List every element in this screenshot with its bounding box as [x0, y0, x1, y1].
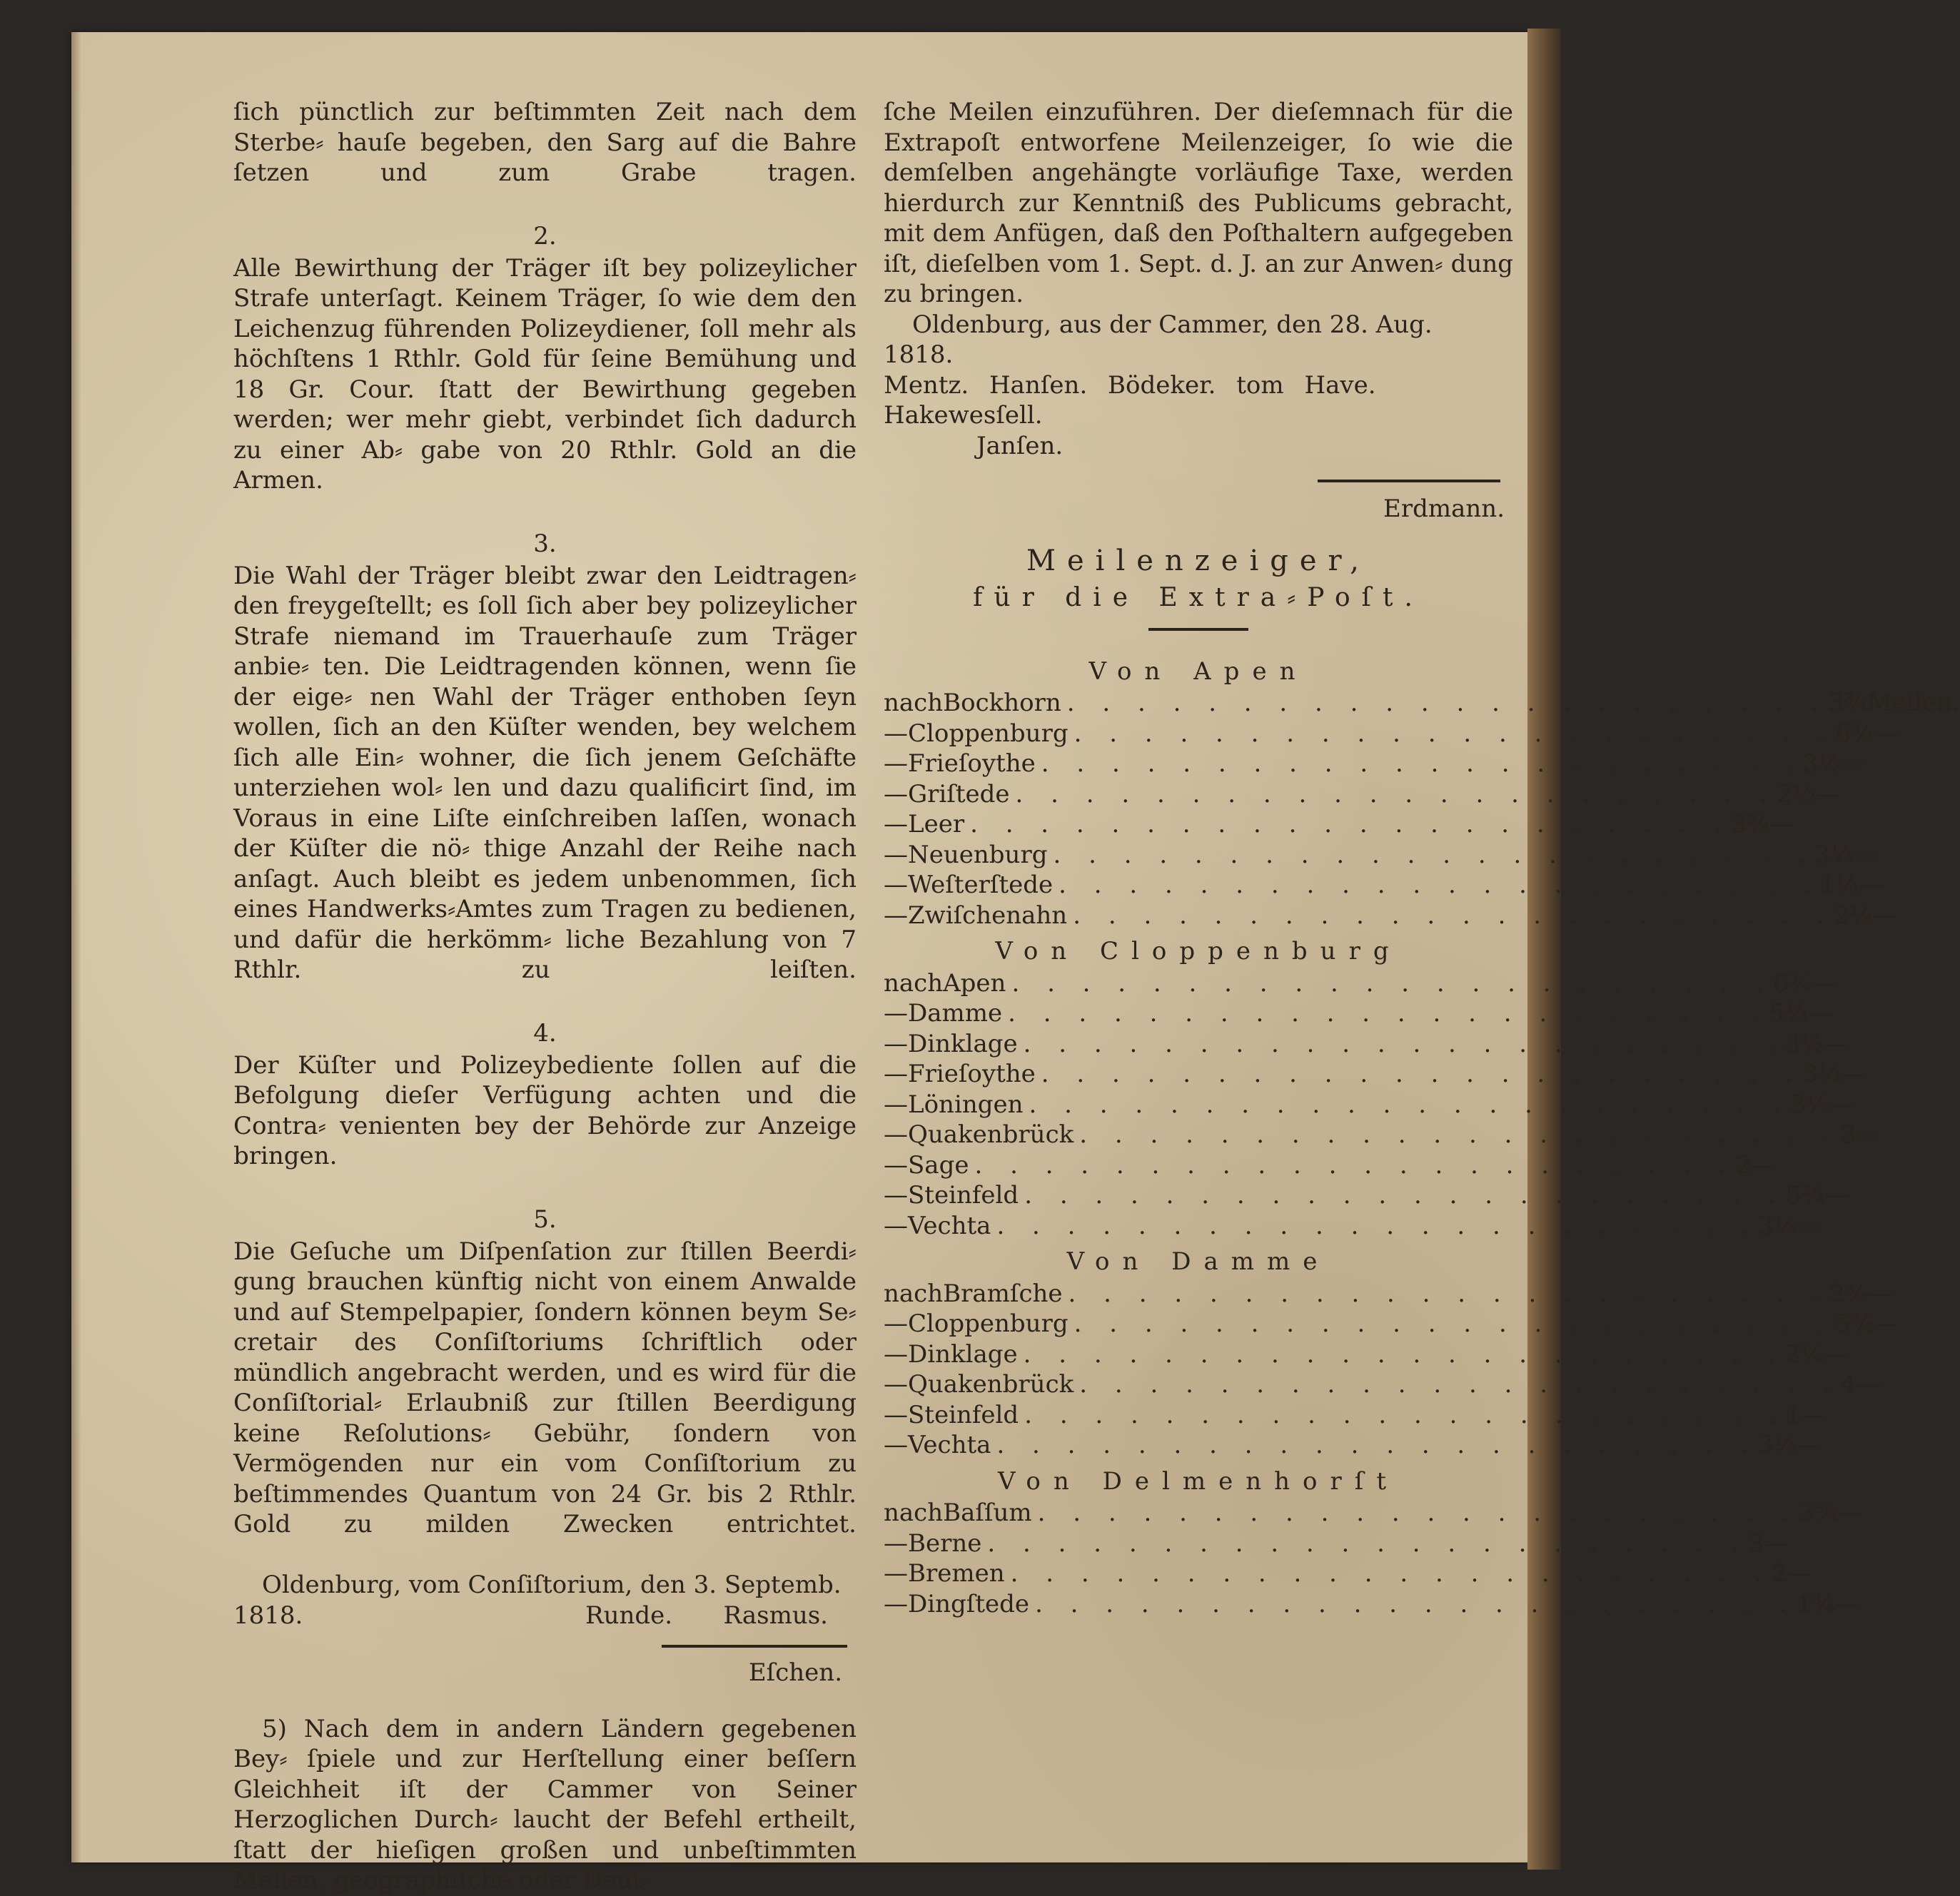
section-number-5: 5.	[533, 1205, 557, 1234]
leader-dots: . . . . . . . . . . . . . . . . . . . . . .	[974, 1150, 1737, 1180]
table-row	[884, 1279, 1893, 1309]
group-heading: Von Apen	[1088, 656, 1308, 686]
year: 1818.	[233, 1601, 303, 1630]
signers-cammer: Mentz. Hanſen. Bödeker. tom Have. Hakewesſell.	[884, 370, 1376, 430]
row-distance: 1¾	[1796, 1589, 1836, 1618]
signer-erdmann: Erdmann.	[1383, 495, 1505, 523]
leader-dots: . . . . . . . . . . . . . . . . . . . . . .	[1066, 689, 1829, 717]
table-row	[884, 1529, 1789, 1559]
signature-rule	[662, 1645, 847, 1648]
row-place: Neuenburg	[908, 840, 1048, 869]
leader-dots: . . . . . . . . . . . . . . . . . . . . . .	[1074, 1309, 1836, 1338]
row-place: Vechta	[908, 1431, 991, 1459]
table-row	[884, 779, 1840, 810]
leader-dots: . . . . . . . . . . . . . . . . . . . . . .	[1053, 840, 1815, 869]
table-title: Meilenzeiger,	[1026, 544, 1370, 577]
year-right: 1818.	[884, 340, 954, 369]
row-distance: 2¼	[1784, 1339, 1824, 1369]
title-rule	[1148, 628, 1248, 631]
signers-cammer-2: Janſen.	[976, 431, 1064, 460]
row-distance: 1¼	[1819, 871, 1859, 899]
leader-dots: . . . . . . . . . . . . . . . . . . . . . .	[1079, 1370, 1841, 1399]
table-row	[884, 1589, 1860, 1620]
row-prefix: —	[884, 1211, 908, 1240]
leader-dots: . . . . . . . . . . . . . . . . . . . . . .	[1008, 999, 1769, 1028]
group-heading: Von Damme	[1066, 1247, 1330, 1276]
row-prefix: —	[884, 871, 908, 899]
row-unit: —	[1824, 1181, 1849, 1210]
row-place: Baſſum	[943, 1499, 1032, 1527]
signature-line	[233, 1601, 857, 1631]
row-unit: —	[1856, 1120, 1881, 1149]
paragraph-intro: ſich pünctlich zur beſtimmten Zeit nach dem Sterbe⸗ hauſe begeben, den Sarg auf die Bahre ſetzen und zum Grabe tragen.	[233, 98, 857, 187]
row-unit: —	[1751, 1150, 1776, 1180]
table-row	[884, 1400, 1826, 1431]
row-place: Bramſche	[943, 1279, 1063, 1308]
row-place: Cloppenburg	[908, 1309, 1069, 1338]
row-unit: —	[1797, 1431, 1822, 1459]
row-place: Löningen	[908, 1090, 1024, 1119]
row-distance: 2½	[1777, 779, 1816, 808]
row-distance: 6¾	[1835, 719, 1874, 748]
row-prefix: nach	[884, 968, 944, 998]
dateline-consistory: Oldenburg, vom Conſiſtorium, den 3. Septemb.	[262, 1571, 842, 1599]
row-unit: —	[1812, 968, 1837, 998]
page-left-shadow	[71, 32, 81, 1862]
row-prefix: —	[884, 1529, 908, 1558]
table-row	[884, 1430, 1822, 1461]
table-row	[884, 998, 1833, 1029]
row-unit: —	[1856, 1370, 1881, 1399]
row-unit: —	[1829, 1090, 1854, 1119]
table-row	[884, 1150, 1776, 1181]
row-place: Steinfeld	[908, 1400, 1019, 1429]
row-place: Dinklage	[908, 1029, 1018, 1058]
table-row	[884, 1498, 1862, 1529]
paragraph-continuation: ſche Meilen einzuführen. Der dieſemnach für die Extrapoſt entworfene Meilenzeiger, ſo wie die demſelben angehängte vorläufige Taxe, werden hierdurch zur Kenntniß des Publicums gebracht, mit dem Anfügen, daß den Poſthaltern aufgegeben iſt, dieſelben vom 1. Sept. d. J. an zur Anwen⸗ dung zu bringen.	[884, 98, 1513, 308]
row-distance: 2¼	[1834, 901, 1874, 930]
row-prefix: —	[884, 999, 908, 1028]
row-prefix: nach	[884, 1499, 944, 1527]
row-prefix: —	[884, 1339, 908, 1369]
section-number-3: 3.	[533, 529, 557, 558]
row-distance: 3¼	[1802, 1060, 1842, 1088]
row-place: Sage	[908, 1150, 969, 1180]
row-prefix: —	[884, 1029, 908, 1058]
table-row	[884, 870, 1884, 901]
row-unit: —	[1868, 1279, 1893, 1308]
row-unit: —	[1824, 1029, 1848, 1058]
table-row	[884, 840, 1878, 871]
row-unit: —	[1815, 779, 1840, 808]
leader-dots: . . . . . . . . . . . . . . . . . . . . . .	[996, 1431, 1759, 1459]
row-unit: —	[1838, 1499, 1862, 1527]
row-place: Weſterſtede	[908, 871, 1054, 899]
leader-dots: . . . . . . . . . . . . . . . . . . . . . .	[1037, 1499, 1799, 1527]
row-prefix: —	[884, 1120, 908, 1149]
row-prefix: —	[884, 810, 908, 838]
table-row	[884, 1059, 1866, 1090]
row-prefix: —	[884, 1181, 908, 1210]
table-row	[884, 1090, 1854, 1120]
row-unit: —	[1859, 871, 1884, 899]
row-prefix: —	[884, 1589, 908, 1618]
row-place: Dinklage	[908, 1339, 1018, 1369]
leader-dots: . . . . . . . . . . . . . . . . . . . . . .	[987, 1529, 1749, 1558]
row-unit: —	[1764, 1529, 1789, 1558]
row-distance: 4	[1840, 1370, 1857, 1399]
leader-dots: . . . . . . . . . . . . . . . . . . . . . .	[1023, 1339, 1785, 1369]
section-number-4: 4.	[533, 1019, 557, 1048]
row-place: Griſtede	[908, 779, 1010, 808]
row-unit: —	[1874, 1309, 1899, 1338]
leader-dots: . . . . . . . . . . . . . . . . . . . . . .	[1024, 1181, 1786, 1210]
row-distance: 3¾	[1828, 689, 1868, 717]
leader-dots: . . . . . . . . . . . . . . . . . . . . . .	[1035, 1589, 1797, 1618]
row-distance: 2	[1736, 1150, 1752, 1180]
row-place: Cloppenburg	[908, 719, 1069, 748]
row-unit: —	[1853, 840, 1878, 869]
table-row	[884, 688, 1960, 719]
table-row	[884, 749, 1866, 779]
row-distance: 3	[1840, 1120, 1857, 1149]
paragraph-5: Die Geſuche um Diſpenſation zur ſtillen Beerdi⸗ gung brauchen künftig nicht von einem Anwalde und auf Stempelpapier, ſondern können beym Se⸗ cretair des Conſiſtoriums ſchriftlich oder mündlich angebracht werden, und es wird für die Conſiſtorial⸗ Erlaubniß zur ſtillen Beerdigung keine Reſolutions⸗ Gebühr, ſondern von Vermögenden nur ein vom Conſiſtorium zu beſtimmendes Quantum von 24 Gr. bis 2 Rthlr. Gold zu milden Zwecken entrichtet.	[233, 1237, 857, 1538]
row-unit: —	[1770, 810, 1795, 838]
row-prefix: —	[884, 840, 908, 869]
row-place: Apen	[943, 968, 1006, 998]
signer-rasmus: Rasmus.	[723, 1601, 828, 1630]
row-prefix: —	[884, 1431, 908, 1459]
leader-dots: . . . . . . . . . . . . . . . . . . . . . .	[1079, 1120, 1841, 1149]
row-distance: 5¾	[1785, 1181, 1825, 1210]
distance-table	[884, 656, 1960, 1620]
row-place: Quakenbrück	[908, 1120, 1074, 1149]
row-prefix: —	[884, 1060, 908, 1088]
table-row	[884, 1029, 1848, 1060]
table-row	[884, 1180, 1849, 1211]
row-unit: —	[1842, 749, 1866, 778]
row-prefix: nach	[884, 689, 944, 717]
leader-dots: . . . . . . . . . . . . . . . . . . . . . .	[1041, 749, 1803, 778]
row-place: Quakenbrück	[908, 1370, 1074, 1399]
row-distance: 2	[1772, 1559, 1787, 1588]
row-place: Leer	[908, 810, 965, 838]
cammer-rule	[1318, 480, 1500, 482]
row-prefix: —	[884, 779, 908, 808]
table-row	[884, 1369, 1881, 1400]
row-unit: —	[1797, 1211, 1822, 1240]
row-distance: 3¾	[1731, 810, 1771, 838]
row-place: Bockhorn	[943, 689, 1061, 717]
row-distance: 3½	[1784, 1029, 1824, 1058]
row-unit: —	[1873, 901, 1898, 930]
row-distance: 3¼	[1758, 1211, 1797, 1240]
row-place: Zwiſchenahn	[908, 901, 1068, 930]
table-row	[884, 1211, 1822, 1242]
paragraph-5b: 5) Nach dem in andern Ländern gegebenen Bey⸗ ſpiele und zur Herſtellung einer beſſern Gleichheit iſt der Cammer von Seiner Herzoglichen Durch⸗ laucht der Befehl ertheilt, ſtatt der hieſigen großen und unbeſtimmten Meilen, geographiſche oder Deut⸗	[233, 1714, 857, 1895]
row-distance: 2¾	[1829, 1279, 1869, 1308]
table-row	[884, 719, 1899, 749]
leader-dots: . . . . . . . . . . . . . . . . . . . . . .	[1029, 1090, 1791, 1119]
row-prefix: —	[884, 1150, 908, 1180]
row-unit: —	[1824, 1339, 1848, 1369]
row-prefix: —	[884, 1400, 908, 1429]
row-prefix: —	[884, 1309, 908, 1338]
leader-dots: . . . . . . . . . . . . . . . . . . . . . .	[1068, 1279, 1830, 1308]
table-row	[884, 968, 1837, 999]
row-prefix: —	[884, 719, 908, 748]
leader-dots: . . . . . . . . . . . . . . . . . . . . . .	[1059, 871, 1820, 899]
row-prefix: —	[884, 1370, 908, 1399]
leader-dots: . . . . . . . . . . . . . . . . . . . . . .	[1011, 968, 1774, 998]
leader-dots: . . . . . . . . . . . . . . . . . . . . . .	[1041, 1060, 1803, 1088]
leader-dots: . . . . . . . . . . . . . . . . . . . . . .	[1015, 779, 1777, 808]
row-prefix: —	[884, 1090, 908, 1119]
row-distance: 5¼	[1769, 999, 1809, 1028]
signer-runde: Runde.	[585, 1601, 673, 1630]
row-place: Frieſoythe	[908, 1060, 1036, 1088]
row-place: Frieſoythe	[908, 749, 1036, 778]
dateline-cammer: Oldenburg, aus der Cammer, den 28. Aug.	[912, 310, 1433, 339]
leader-dots: . . . . . . . . . . . . . . . . . . . . . .	[1023, 1029, 1785, 1058]
table-row	[884, 1558, 1812, 1589]
table-row	[884, 1120, 1881, 1150]
table-row	[884, 1309, 1899, 1339]
row-distance: 5¾	[1835, 1309, 1874, 1338]
row-distance: 3¼	[1814, 840, 1854, 869]
row-distance: 3½	[1790, 1090, 1829, 1119]
row-unit: —	[1874, 719, 1899, 748]
row-unit: —	[1801, 1400, 1826, 1429]
row-prefix: —	[884, 1559, 908, 1588]
signer-eschen: Eſchen.	[748, 1658, 842, 1687]
group-heading: Von Cloppenburg	[995, 937, 1402, 965]
row-place: Berne	[908, 1529, 982, 1558]
row-distance: 3½	[1758, 1431, 1797, 1459]
paragraph-2: Alle Bewirthung der Träger iſt bey polizeylicher Strafe unterſagt. Keinem Träger, ſo wie dem den Leichenzug führenden Polizeydiener, ſoll mehr als höchſtens 1 Rthlr. Gold für ſeine Bemühung und 18 Gr. Cour. ſtatt der Bewirthung gegeben werden; wer mehr giebt, verbindet ſich dadurch zu einer Ab⸗ gabe von 20 Rthlr. Gold an die Armen.	[233, 253, 857, 495]
row-distance: 6¾	[1773, 968, 1812, 998]
section-number-2: 2.	[533, 222, 557, 250]
leader-dots: . . . . . . . . . . . . . . . . . . . . . .	[1024, 1400, 1786, 1429]
row-prefix: —	[884, 749, 908, 778]
leader-dots: . . . . . . . . . . . . . . . . . . . . . .	[1010, 1559, 1772, 1588]
leader-dots: . . . . . . . . . . . . . . . . . . . . . .	[1073, 901, 1834, 930]
leader-dots: . . . . . . . . . . . . . . . . . . . . . .	[1074, 719, 1836, 748]
table-row	[884, 1339, 1848, 1370]
table-row	[884, 901, 1898, 931]
row-prefix: nach	[884, 1279, 944, 1308]
right-column	[884, 97, 1960, 1619]
row-unit: —	[1835, 1589, 1860, 1618]
row-unit: —	[1787, 1559, 1812, 1588]
row-unit: Meilen.	[1867, 689, 1960, 717]
row-unit: —	[1842, 1060, 1866, 1088]
row-distance: 1	[1785, 1400, 1802, 1429]
table-subtitle: für die Extra⸗Poſt.	[973, 583, 1424, 612]
paragraph-3: Die Wahl der Träger bleibt zwar den Leidtragen⸗ den freygeſtellt; es ſoll ſich aber bey polizeylicher Strafe niemand im Trauerhauſe zum Träger anbie⸗ ten. Die Leidtragenden können, wenn ſie der eige⸗ nen Wahl der Träger enthoben ſeyn wollen, ſich an den Küſter wenden, bey welchem ſich alle Ein⸗ wohner, die ſich jenem Geſchäfte unterziehen wol⸗ len und dazu qualificirt ſind, im Voraus in eine Liſte einſchreiben laſſen, wonach der Küſter die nö⸗ thige Anzahl der Reihe nach anſagt. Auch bleibt es jedem unbenommen, ſich eines Handwerks⸗Amtes zum Tragen zu bedienen, und dafür die herkömm⸗ liche Bezahlung von 7 Rthlr. zu leiſten.	[233, 561, 857, 984]
left-column	[233, 97, 857, 1896]
row-place: Vechta	[908, 1211, 991, 1240]
row-place: Steinfeld	[908, 1181, 1019, 1210]
leader-dots: . . . . . . . . . . . . . . . . . . . . . .	[996, 1211, 1759, 1240]
group-heading: Von Delmenhorſt	[998, 1466, 1399, 1496]
paragraph-4: Der Küſter und Polizeybediente ſollen auf die Befolgung dieſer Verfügung achten und die Contra⸗ venienten bey der Behörde zur Anzeige bringen.	[233, 1050, 857, 1170]
row-unit: —	[1808, 999, 1833, 1028]
row-place: Bremen	[908, 1559, 1005, 1588]
row-distance: 3¾	[1799, 1499, 1838, 1527]
row-distance: 3	[1749, 1529, 1764, 1558]
leader-dots: . . . . . . . . . . . . . . . . . . . . . .	[970, 810, 1732, 838]
row-prefix: —	[884, 901, 908, 930]
row-distance: 3½	[1802, 749, 1842, 778]
row-place: Dingſtede	[908, 1589, 1030, 1618]
row-place: Damme	[908, 999, 1003, 1028]
table-row	[884, 809, 1795, 840]
